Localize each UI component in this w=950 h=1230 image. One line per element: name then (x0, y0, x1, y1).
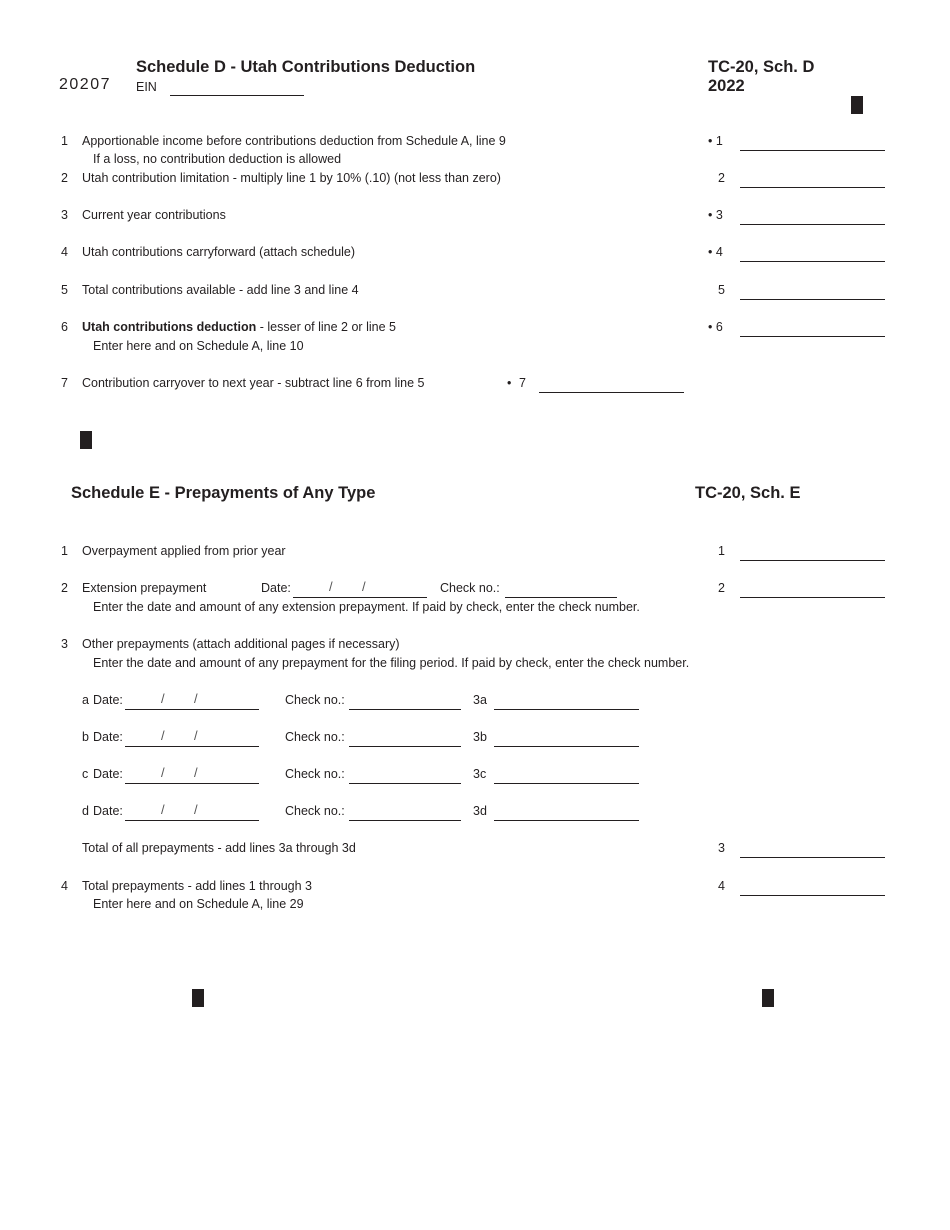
check-label: Check no.: (285, 767, 345, 781)
amount-field-3c[interactable] (494, 767, 639, 784)
schedule-d-year: 2022 (708, 77, 745, 95)
line-text (82, 320, 396, 334)
amount-field-3b[interactable] (494, 730, 639, 747)
line-subtext: Enter here and on Schedule A, line 10 (93, 339, 304, 353)
line-number: 1 (61, 134, 68, 148)
amount-field-e3[interactable] (740, 841, 885, 858)
amount-field-d2[interactable] (740, 171, 885, 188)
line-number: 7 (61, 376, 68, 390)
prepayment-date-field-3b[interactable] (125, 730, 259, 747)
date-separator: / (161, 802, 165, 817)
line-number: 5 (61, 283, 68, 297)
line-ref: 3c (473, 767, 487, 781)
prepayment-row-letter: b (82, 730, 89, 744)
line-number: 1 (61, 544, 68, 558)
date-separator: / (362, 579, 366, 594)
prepayment-check-field-3a[interactable] (349, 693, 461, 710)
date-separator: / (161, 691, 165, 706)
line-text: Extension prepayment (82, 581, 207, 595)
prepayment-date-field-3d[interactable] (125, 804, 259, 821)
line-ref: 3 (718, 841, 725, 855)
line-text: Current year contributions (82, 208, 226, 222)
extension-check-field[interactable] (505, 581, 617, 598)
line-ref: 4 (718, 879, 725, 893)
line-ref: • 1 (708, 134, 723, 148)
line-ref: 1 (718, 544, 725, 558)
line-number: 2 (61, 171, 68, 185)
line-subtext: Enter here and on Schedule A, line 29 (93, 897, 304, 911)
date-separator: / (194, 728, 198, 743)
date-separator: / (194, 765, 198, 780)
line-number: 6 (61, 320, 68, 334)
amount-field-d4[interactable] (740, 245, 885, 262)
line-text: Utah contributions carryforward (attach schedule) (82, 245, 356, 259)
prepayment-check-field-3d[interactable] (349, 804, 461, 821)
line-ref: 2 (718, 171, 725, 185)
line-text: Overpayment applied from prior year (82, 544, 286, 558)
line-ref: 3b (473, 730, 487, 744)
line-text: Total prepayments - add lines 1 through 3 (82, 879, 312, 893)
line-ref: 3a (473, 693, 487, 707)
amount-field-e2[interactable] (740, 581, 885, 598)
ein-field[interactable] (170, 79, 304, 96)
date-separator: / (161, 728, 165, 743)
prepayment-row-letter: c (82, 767, 89, 781)
amount-field-3d[interactable] (494, 804, 639, 821)
amount-field-d5[interactable] (740, 283, 885, 300)
check-label: Check no.: (285, 730, 345, 744)
date-label: Date: (93, 730, 123, 744)
scan-mark (80, 431, 92, 449)
line-subtext: Enter the date and amount of any extension prepayment. If paid by check, enter the check number. (93, 600, 640, 614)
line-text: Apportionable income before contributions deduction from Schedule A, line 9 (82, 134, 506, 148)
date-label: Date: (93, 804, 123, 818)
date-separator: / (161, 765, 165, 780)
line-number: 4 (61, 245, 68, 259)
line-number: 3 (61, 208, 68, 222)
date-label: Date: (93, 693, 123, 707)
line-rest-text: - lesser of line 2 or line 5 (256, 320, 396, 334)
prepayment-date-field-3c[interactable] (125, 767, 259, 784)
amount-field-d3[interactable] (740, 208, 885, 225)
prepayment-row-letter: a (82, 693, 89, 707)
line-ref: 2 (718, 581, 725, 595)
amount-field-d6[interactable] (740, 320, 885, 337)
check-label: Check no.: (285, 804, 345, 818)
schedule-e-title: Schedule E - Prepayments of Any Type (71, 484, 376, 502)
line-text: Contribution carryover to next year - subtract line 6 from line 5 (82, 376, 425, 390)
line-text: Other prepayments (attach additional pages if necessary) (82, 637, 400, 651)
date-separator: / (329, 579, 333, 594)
prepayment-check-field-3b[interactable] (349, 730, 461, 747)
line-text: Total contributions available - add line 3 and line 4 (82, 283, 359, 297)
line-subtext: If a loss, no contribution deduction is allowed (93, 152, 342, 166)
line-ref-bullet: • (507, 376, 512, 390)
amount-field-d1[interactable] (740, 134, 885, 151)
date-separator: / (194, 691, 198, 706)
amount-field-e4[interactable] (740, 879, 885, 896)
amount-field-d7[interactable] (539, 376, 684, 393)
scan-mark (762, 989, 774, 1007)
prepayment-date-field-3a[interactable] (125, 693, 259, 710)
line-subtext: Enter the date and amount of any prepayment for the filing period. If paid by check, enter the check number. (93, 656, 690, 670)
date-label: Date: (93, 767, 123, 781)
line-ref: • 4 (708, 245, 723, 259)
date-separator: / (194, 802, 198, 817)
line-text: Utah contribution limitation - multiply line 1 by 10% (.10) (not less than zero) (82, 171, 501, 185)
amount-field-3a[interactable] (494, 693, 639, 710)
line-text: Total of all prepayments - add lines 3a through 3d (82, 841, 356, 855)
amount-field-e1[interactable] (740, 544, 885, 561)
line-ref: • 3 (708, 208, 723, 222)
form-code: 20207 (59, 76, 111, 93)
line-ref: 3d (473, 804, 487, 818)
line-number: 3 (61, 637, 68, 651)
line-ref: 7 (519, 376, 526, 390)
line-bold-text: Utah contributions deduction (82, 320, 257, 334)
schedule-d-form-id: TC-20, Sch. D (708, 58, 815, 76)
line-ref: 5 (718, 283, 725, 297)
ein-label: EIN (136, 80, 157, 94)
date-label: Date: (261, 581, 291, 595)
line-number: 4 (61, 879, 68, 893)
line-number: 2 (61, 581, 68, 595)
line-ref: • 6 (708, 320, 723, 334)
schedule-d-title: Schedule D - Utah Contributions Deduction (136, 58, 476, 76)
prepayment-row-letter: d (82, 804, 89, 818)
prepayment-check-field-3c[interactable] (349, 767, 461, 784)
scan-mark (851, 96, 863, 114)
check-label: Check no.: (440, 581, 500, 595)
schedule-e-form-id: TC-20, Sch. E (695, 484, 801, 502)
scan-mark (192, 989, 204, 1007)
extension-date-field[interactable] (293, 581, 427, 598)
check-label: Check no.: (285, 693, 345, 707)
